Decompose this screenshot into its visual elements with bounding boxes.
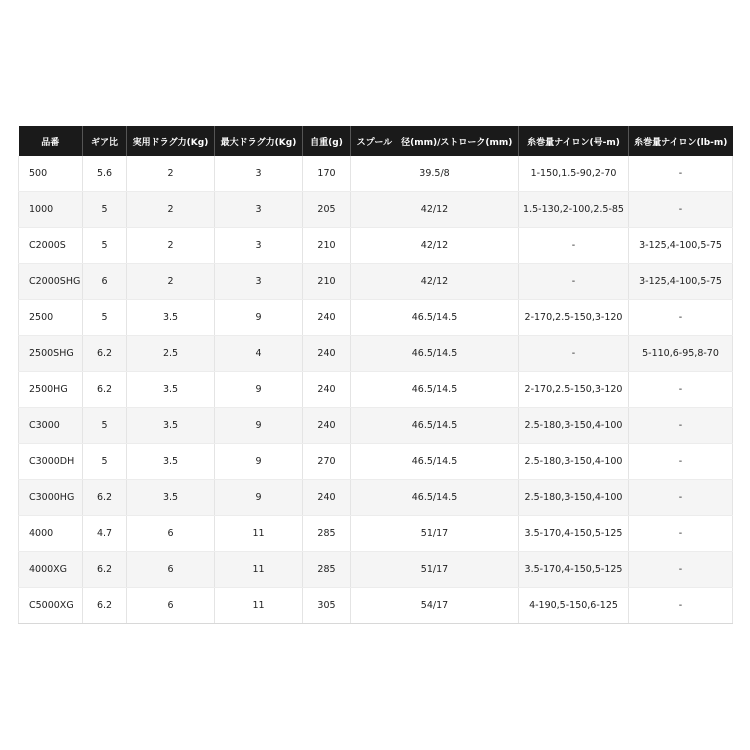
cell-gear-ratio: 5 xyxy=(83,300,127,336)
cell-line-capacity-go: 4-190,5-150,6-125 xyxy=(519,588,629,624)
cell-line-capacity-go: 2-170,2.5-150,3-120 xyxy=(519,300,629,336)
table-header-row xyxy=(19,126,733,156)
header-gear-ratio: ギア比 xyxy=(83,126,127,156)
cell-max-drag: 9 xyxy=(215,300,303,336)
cell-spool-stroke: 46.5/14.5 xyxy=(351,336,519,372)
table-row xyxy=(19,480,733,516)
cell-max-drag: 3 xyxy=(215,192,303,228)
cell-line-capacity-go: 2.5-180,3-150,4-100 xyxy=(519,408,629,444)
cell-line-capacity-go: - xyxy=(519,264,629,300)
cell-model: 2500 xyxy=(19,300,83,336)
cell-spool-stroke: 46.5/14.5 xyxy=(351,480,519,516)
cell-line-capacity-lb: - xyxy=(629,192,733,228)
cell-model: C2000S xyxy=(19,228,83,264)
cell-practical-drag: 6 xyxy=(127,516,215,552)
cell-max-drag: 9 xyxy=(215,408,303,444)
cell-gear-ratio: 4.7 xyxy=(83,516,127,552)
header-line-capacity-lb: 糸巻量ナイロン(lb-m) xyxy=(629,126,733,156)
cell-model: 4000 xyxy=(19,516,83,552)
cell-line-capacity-lb: - xyxy=(629,552,733,588)
cell-model: C3000DH xyxy=(19,444,83,480)
cell-model: 2500SHG xyxy=(19,336,83,372)
cell-spool-stroke: 42/12 xyxy=(351,192,519,228)
cell-spool-stroke: 46.5/14.5 xyxy=(351,300,519,336)
cell-line-capacity-go: 3.5-170,4-150,5-125 xyxy=(519,552,629,588)
cell-line-capacity-lb: - xyxy=(629,516,733,552)
cell-gear-ratio: 6.2 xyxy=(83,588,127,624)
cell-max-drag: 11 xyxy=(215,588,303,624)
cell-line-capacity-go: 2.5-180,3-150,4-100 xyxy=(519,480,629,516)
cell-gear-ratio: 5 xyxy=(83,408,127,444)
table-row xyxy=(19,336,733,372)
cell-line-capacity-lb: - xyxy=(629,480,733,516)
cell-practical-drag: 2 xyxy=(127,192,215,228)
cell-line-capacity-go: 2-170,2.5-150,3-120 xyxy=(519,372,629,408)
cell-line-capacity-lb: 5-110,6-95,8-70 xyxy=(629,336,733,372)
header-max-drag: 最大ドラグ力(Kg) xyxy=(215,126,303,156)
cell-gear-ratio: 6.2 xyxy=(83,372,127,408)
table-row xyxy=(19,444,733,480)
cell-weight: 205 xyxy=(303,192,351,228)
cell-practical-drag: 2 xyxy=(127,156,215,192)
cell-weight: 285 xyxy=(303,516,351,552)
cell-spool-stroke: 51/17 xyxy=(351,516,519,552)
table-row xyxy=(19,408,733,444)
cell-practical-drag: 3.5 xyxy=(127,300,215,336)
cell-weight: 240 xyxy=(303,336,351,372)
cell-model: C3000 xyxy=(19,408,83,444)
cell-max-drag: 11 xyxy=(215,516,303,552)
cell-line-capacity-lb: - xyxy=(629,372,733,408)
cell-gear-ratio: 5 xyxy=(83,192,127,228)
table-row xyxy=(19,372,733,408)
cell-practical-drag: 2 xyxy=(127,264,215,300)
table-row xyxy=(19,156,733,192)
cell-spool-stroke: 39.5/8 xyxy=(351,156,519,192)
header-spool-stroke: スプール 径(mm)/ストローク(mm) xyxy=(351,126,519,156)
cell-practical-drag: 2.5 xyxy=(127,336,215,372)
table-row xyxy=(19,516,733,552)
cell-model: C3000HG xyxy=(19,480,83,516)
header-line-capacity-go: 糸巻量ナイロン(号-m) xyxy=(519,126,629,156)
spec-table xyxy=(18,126,733,624)
cell-weight: 305 xyxy=(303,588,351,624)
cell-weight: 285 xyxy=(303,552,351,588)
cell-practical-drag: 2 xyxy=(127,228,215,264)
cell-gear-ratio: 5 xyxy=(83,228,127,264)
cell-spool-stroke: 42/12 xyxy=(351,264,519,300)
cell-spool-stroke: 46.5/14.5 xyxy=(351,408,519,444)
cell-gear-ratio: 6 xyxy=(83,264,127,300)
cell-line-capacity-go: 1.5-130,2-100,2.5-85 xyxy=(519,192,629,228)
cell-model: 2500HG xyxy=(19,372,83,408)
cell-weight: 240 xyxy=(303,480,351,516)
cell-max-drag: 4 xyxy=(215,336,303,372)
cell-practical-drag: 3.5 xyxy=(127,444,215,480)
table-row xyxy=(19,192,733,228)
cell-spool-stroke: 51/17 xyxy=(351,552,519,588)
cell-spool-stroke: 46.5/14.5 xyxy=(351,372,519,408)
cell-line-capacity-go: - xyxy=(519,336,629,372)
cell-line-capacity-lb: - xyxy=(629,156,733,192)
table-row xyxy=(19,300,733,336)
cell-max-drag: 9 xyxy=(215,444,303,480)
header-weight: 自重(g) xyxy=(303,126,351,156)
cell-practical-drag: 3.5 xyxy=(127,408,215,444)
cell-weight: 170 xyxy=(303,156,351,192)
cell-max-drag: 11 xyxy=(215,552,303,588)
cell-weight: 210 xyxy=(303,228,351,264)
cell-gear-ratio: 6.2 xyxy=(83,552,127,588)
cell-line-capacity-go: - xyxy=(519,228,629,264)
cell-practical-drag: 6 xyxy=(127,588,215,624)
cell-practical-drag: 3.5 xyxy=(127,480,215,516)
cell-line-capacity-lb: - xyxy=(629,300,733,336)
cell-line-capacity-go: 1-150,1.5-90,2-70 xyxy=(519,156,629,192)
cell-model: 4000XG xyxy=(19,552,83,588)
cell-gear-ratio: 5.6 xyxy=(83,156,127,192)
cell-model: C5000XG xyxy=(19,588,83,624)
cell-line-capacity-lb: - xyxy=(629,588,733,624)
cell-weight: 240 xyxy=(303,300,351,336)
cell-max-drag: 3 xyxy=(215,156,303,192)
table-row xyxy=(19,228,733,264)
table-row xyxy=(19,552,733,588)
cell-max-drag: 3 xyxy=(215,228,303,264)
table-row xyxy=(19,588,733,624)
cell-practical-drag: 6 xyxy=(127,552,215,588)
cell-model: 1000 xyxy=(19,192,83,228)
cell-line-capacity-lb: - xyxy=(629,408,733,444)
cell-spool-stroke: 54/17 xyxy=(351,588,519,624)
cell-spool-stroke: 46.5/14.5 xyxy=(351,444,519,480)
cell-weight: 270 xyxy=(303,444,351,480)
cell-model: 500 xyxy=(19,156,83,192)
cell-gear-ratio: 6.2 xyxy=(83,336,127,372)
cell-weight: 210 xyxy=(303,264,351,300)
cell-weight: 240 xyxy=(303,408,351,444)
cell-max-drag: 9 xyxy=(215,372,303,408)
cell-spool-stroke: 42/12 xyxy=(351,228,519,264)
cell-max-drag: 9 xyxy=(215,480,303,516)
cell-practical-drag: 3.5 xyxy=(127,372,215,408)
header-model: 品番 xyxy=(19,126,83,156)
cell-line-capacity-lb: - xyxy=(629,444,733,480)
cell-weight: 240 xyxy=(303,372,351,408)
header-practical-drag: 実用ドラグ力(Kg) xyxy=(127,126,215,156)
cell-gear-ratio: 6.2 xyxy=(83,480,127,516)
cell-line-capacity-lb: 3-125,4-100,5-75 xyxy=(629,264,733,300)
cell-model: C2000SHG xyxy=(19,264,83,300)
cell-line-capacity-go: 3.5-170,4-150,5-125 xyxy=(519,516,629,552)
cell-gear-ratio: 5 xyxy=(83,444,127,480)
cell-max-drag: 3 xyxy=(215,264,303,300)
cell-line-capacity-go: 2.5-180,3-150,4-100 xyxy=(519,444,629,480)
cell-line-capacity-lb: 3-125,4-100,5-75 xyxy=(629,228,733,264)
table-row xyxy=(19,264,733,300)
